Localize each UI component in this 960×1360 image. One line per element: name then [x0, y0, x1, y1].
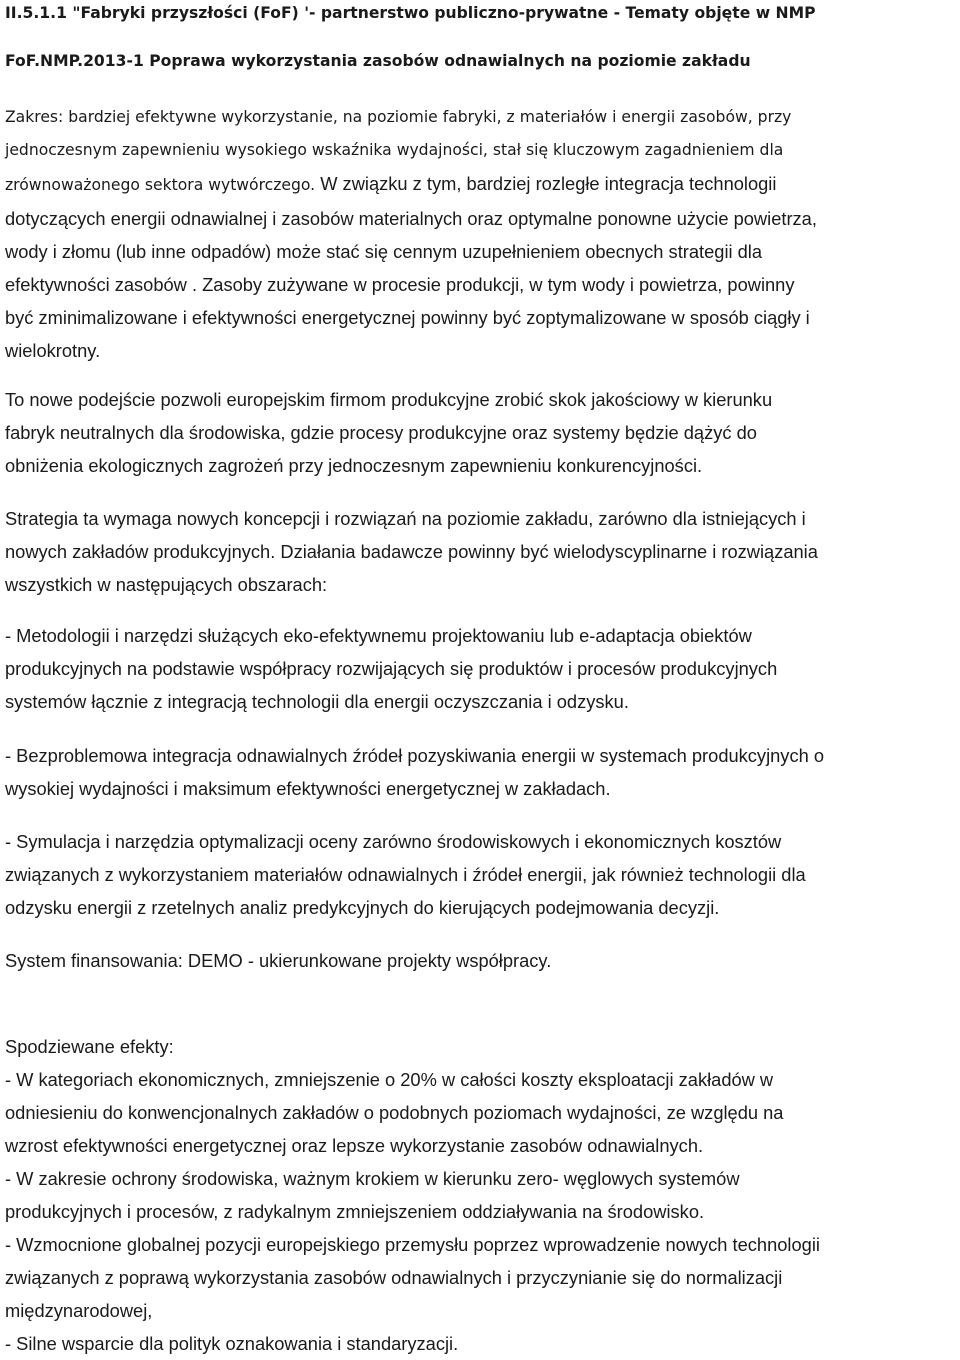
scope-line: dotyczących energii odnawialnej i zasobów materialnych oraz optymalne ponowne użycie powietrza,: [5, 208, 817, 229]
funding-paragraph: [5, 944, 957, 977]
scope-line-end: W związku z tym, bardziej rozległe integracja technologii: [315, 173, 777, 194]
paragraph-line: obniżenia ekologicznych zagrożeń przy jednoczesnym zapewnieniu konkurencyjności.: [5, 455, 703, 476]
scope-line: jednoczesnym zapewnieniu wysokiego wskaźnika wydajności, stał się kluczowym zagadnieniem dla: [5, 141, 784, 159]
paragraph-line: odzysku energii z rzetelnych analiz predykcyjnych do kierujących podejmowania decyzji.: [5, 897, 720, 918]
scope-line: być zminimalizowane i efektywności energetycznej powinny być zoptymalizowane w sposób ciągły i: [5, 307, 810, 328]
document-title: II.5.1.1 "Fabryki przyszłości (FoF) '- partnerstwo publiczno-prywatne - Tematy objęte w NMP: [5, 4, 816, 22]
methodology-item: [5, 619, 957, 718]
effects-line: produkcyjnych i procesów, z radykalnym zmniejszeniem oddziaływania na środowisko.: [5, 1201, 705, 1222]
scope-line-end: . Zasoby zużywane w procesie produkcji, w tym wody i powietrza, powinny: [186, 274, 795, 295]
paragraph-line: produkcyjnych na podstawie współpracy rozwijających się produktów i procesów produkcyjnych: [5, 658, 778, 679]
paragraph-line: Strategia ta wymaga nowych koncepcji i rozwiązań na poziomie zakładu, zarówno dla istniejących i: [5, 508, 806, 529]
effects-line: związanych z poprawą wykorzystania zasobów odnawialnych i przyczynianie się do normalizacji: [5, 1267, 783, 1288]
approach-paragraph: [5, 383, 957, 482]
effects-line: wzrost efektywności energetycznej oraz lepsze wykorzystanie zasobów odnawialnych.: [5, 1135, 704, 1156]
paragraph-line: - Symulacja i narzędzia optymalizacji oceny zarówno środowiskowych i ekonomicznych kosztów: [5, 831, 782, 852]
scope-line-start: zrównoważonego sektora wytwórczego.: [5, 176, 316, 194]
effects-line: odniesieniu do konwencjonalnych zakładów o podobnych poziomach wydajności, ze względu na: [5, 1102, 784, 1123]
paragraph-line: fabryk neutralnych dla środowiska, gdzie procesy produkcyjne oraz systemy będzie dążyć do: [5, 422, 757, 443]
paragraph-line: To nowe podejście pozwoli europejskim firmom produkcyjne zrobić skok jakościowy w kierunku: [5, 389, 773, 410]
effects-line: - W zakresie ochrony środowiska, ważnym krokiem w kierunku zero- węglowych systemów: [5, 1168, 740, 1189]
effects-line: międzynarodowej,: [5, 1300, 153, 1321]
simulation-item: [5, 825, 957, 924]
integration-item: [5, 739, 957, 805]
scope-line: wielokrotny.: [5, 340, 101, 361]
scope-line-start: efektywności zasobów: [5, 274, 187, 295]
document-subtitle: FoF.NMP.2013-1 Poprawa wykorzystania zasobów odnawialnych na poziomie zakładu: [5, 52, 751, 70]
scope-line: Zakres: bardziej efektywne wykorzystanie, na poziomie fabryki, z materiałów i energii zasobów, przy: [5, 108, 792, 126]
paragraph-line: - Bezproblemowa integracja odnawialnych źródeł pozyskiwania energii w systemach produkcyjnych o: [5, 745, 824, 766]
paragraph-line: związanych z wykorzystaniem materiałów odnawialnych i źródeł energii, jak również technologii dla: [5, 864, 806, 885]
scope-line: wody i złomu (lub inne odpadów) może stać się cennym uzupełnieniem obecnych strategii dla: [5, 241, 763, 262]
paragraph-line: System finansowania: DEMO - ukierunkowane projekty współpracy.: [5, 950, 552, 971]
paragraph-line: systemów łącznie z integracją technologii dla energii oczyszczania i odzysku.: [5, 691, 629, 712]
paragraph-line: nowych zakładów produkcyjnych. Działania badawcze powinny być wielodyscyplinarne i rozwiązania: [5, 541, 818, 562]
strategy-paragraph: [5, 502, 957, 601]
scope-line: [5, 268, 957, 301]
effects-line: - W kategoriach ekonomicznych, zmniejszenie o 20% w całości koszty eksploatacji zakładów w: [5, 1069, 774, 1090]
expected-effects: [5, 1030, 957, 1360]
effects-heading: Spodziewane efekty:: [5, 1036, 174, 1057]
effects-line: - Silne wsparcie dla polityk oznakowania i standaryzacji.: [5, 1333, 459, 1354]
effects-line: - Wzmocnione globalnej pozycji europejskiego przemysłu poprzez wprowadzenie nowych technologii: [5, 1234, 820, 1255]
scope-paragraph: [5, 101, 957, 367]
paragraph-line: wszystkich w następujących obszarach:: [5, 574, 328, 595]
paragraph-line: wysokiej wydajności i maksimum efektywności energetycznej w zakładach.: [5, 778, 611, 799]
paragraph-line: - Metodologii i narzędzi służących eko-efektywnemu projektowaniu lub e-adaptacja obiektów: [5, 625, 752, 646]
scope-line: [5, 167, 957, 202]
